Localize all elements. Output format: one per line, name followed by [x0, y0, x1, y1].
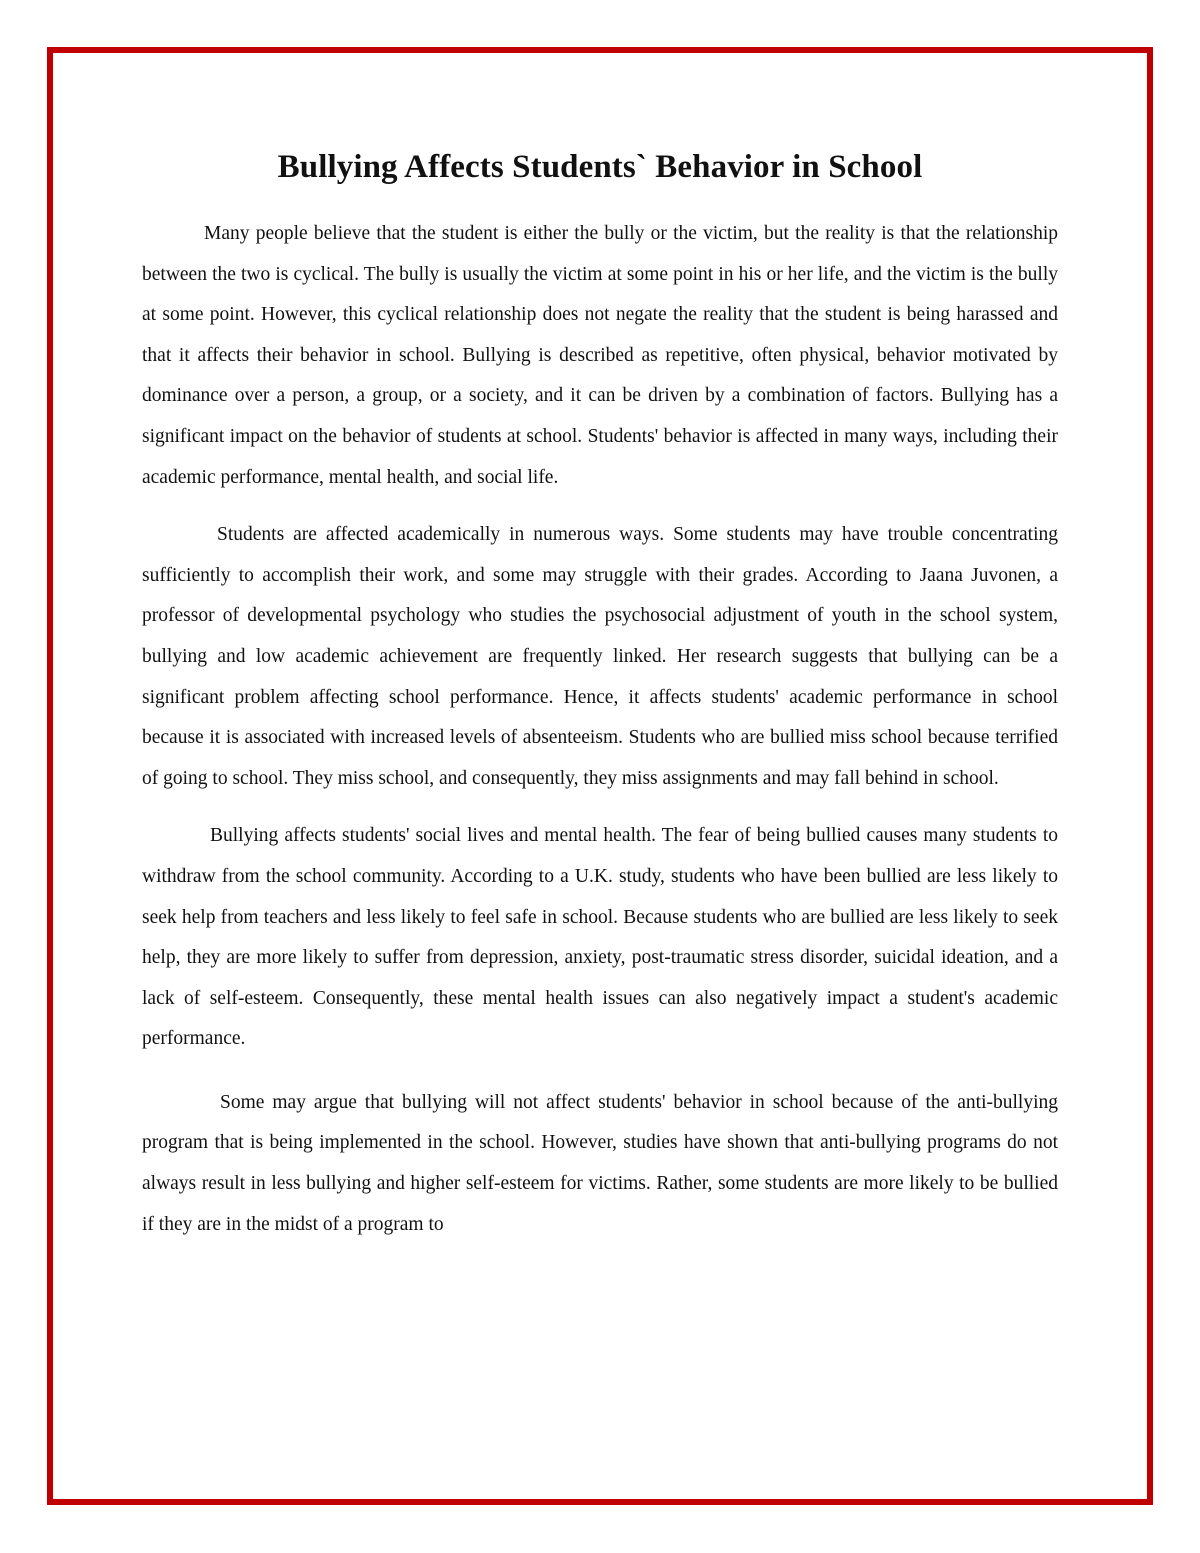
paragraph-counterargument: Some may argue that bullying will not affect students' behavior in school because of the anti-bullying program that is being implemented in the school. However, studies have shown that anti-bullying programs do not always result in less bullying and higher self-esteem for victims. Rather, some students are more likely to be bullied if they are in the midst of a program to — [142, 1091, 1058, 1235]
paragraph-academic-effects: Students are affected academically in numerous ways. Some students may have trouble concentrating sufficiently to accomplish their work, and some may struggle with their grades. According to Jaana Juvonen, a professor of developmental psychology who studies the psychosocial adjustment of youth in the school system, bullying and low academic achievement are frequently linked. Her research suggests that bullying can be a significant problem affecting school performance. Hence, it affects students' academic performance in school because it is associated with increased levels of absenteeism. Students who are bullied miss school because terrified of going to school. They miss school, and consequently, they miss assignments and may fall behind in school. — [142, 524, 1058, 789]
document-body — [142, 148, 1058, 1262]
paragraph-social-mental-health: Bullying affects students' social lives and mental health. The fear of being bullied causes many students to withdraw from the school community. According to a U.K. study, students who have been bullied are less likely to seek help from teachers and less likely to feel safe in school. Because students who are bullied are less likely to seek help, they are more likely to suffer from depression, anxiety, post-traumatic stress disorder, suicidal ideation, and a lack of self-esteem. Consequently, these mental health issues can also negatively impact a student's academic performance. — [142, 825, 1058, 1050]
document-title: Bullying Affects Students` Behavior in School — [277, 149, 923, 185]
paragraph-introduction: Many people believe that the student is either the bully or the victim, but the reality is that the relationship between the two is cyclical. The bully is usually the victim at some point in his or her life, and the victim is the bully at some point. However, this cyclical relationship does not negate the reality that the student is being harassed and that it affects their behavior in school. Bullying is described as repetitive, often physical, behavior motivated by dominance over a person, a group, or a society, and it can be driven by a combination of factors. Bullying has a significant impact on the behavior of students at school. Students' behavior is affected in many ways, including their academic performance, mental health, and social life. — [142, 223, 1058, 488]
